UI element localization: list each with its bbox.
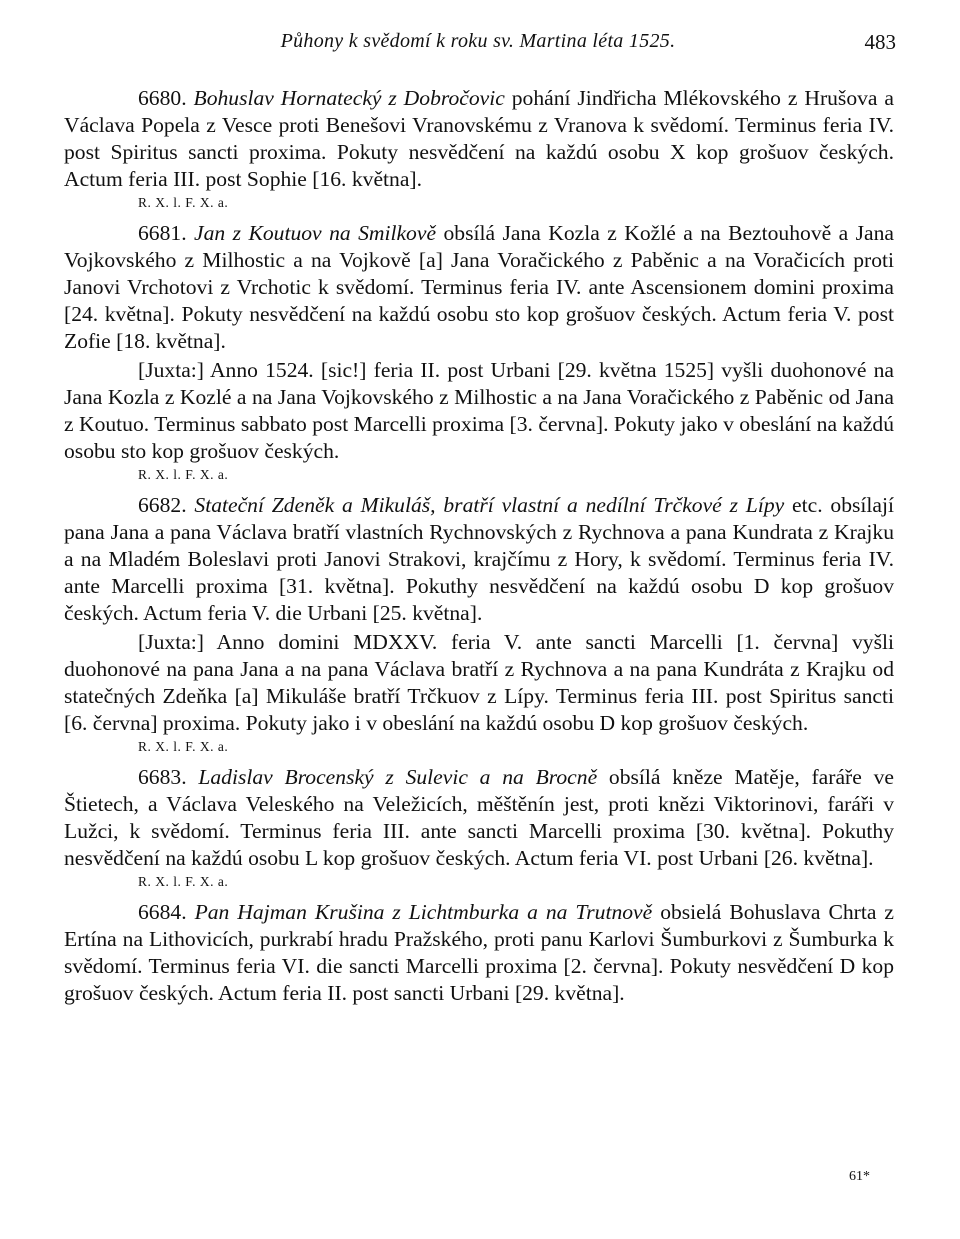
entry-6684 [64,899,894,1007]
entry-number: 6684. [138,900,187,924]
juxta-paragraph: [Juxta:] Anno 1524. [sic!] feria II. post Urbani [29. května 1525] vyšli duohonové na Jana Kozla z Kozlé a na Jana Vojkovského z Milhostic a na Jana Voračického z Paběnic od Jana z Koutuo. Terminus sabbato post Marcelli proxima [3. června]. Pokuty jako v obeslání na každú osobu sto kop grošuov českých. [64,358,894,463]
entry-person: Bohuslav Hornatecký z Dobročovic [193,86,505,110]
entry-person: Jan z Koutuov na Smilkově [194,221,437,245]
entry-text: etc. obsílají pana Jana a pana Václava bratří vlastních Rychnovských z Rychnova a pana Kundrata z Krajku a na Mladém Boleslavi proti Janovi Strakovi, krajčímu z Hory, k svědomí. Terminus feria IV. ante Marcelli proxima [31. května]. Pokuthy nesvědčení na každú osobu D kop grošuov českých. Actum feria V. die Urbani [25. května]. [64,493,894,625]
entry-paragraph [64,492,894,627]
entry-person: Ladislav Brocenský z Sulevic a na Brocně [198,765,598,789]
signature-mark: 61* [849,1169,870,1184]
juxta-paragraph: [Juxta:] Anno domini MDXXV. feria V. ante sancti Marcelli [1. června] vyšli duohonové na pana Jana a na pana Václava bratří z Rychnova a na pana Kundráta z Krajku od statečných Zdeňka [a] Mikuláše bratří Trčkuov z Lípy. Terminus feria III. post Spiritus sancti [6. června] proxima. Pokuty jako i v obeslání na každú osobu D kop grošuov českých. [64,630,894,735]
source-reference: R. X. l. F. X. a. [138,467,229,482]
entry-number: 6683. [138,765,187,789]
page-body [64,85,894,1009]
source-reference: R. X. l. F. X. a. [138,739,229,754]
entry-paragraph [64,85,894,193]
entry-paragraph [64,220,894,355]
entry-number: 6682. [138,493,187,517]
entry-text: obsielá Bohuslava Chrta z Ertína na Lithovicích, purkrabí hradu Pražského, proti panu Karlovi Šumburkovi z Šumburka k svědomí. Terminus feria VI. die sancti Marcelli proxima [2. června]. Pokuty nesvědčení D kop grošuov českých. Actum feria II. post sancti Urbani [29. května]. [64,900,894,1005]
entry-6680 [64,85,894,212]
entry-person: Stateční Zdeněk a Mikuláš, bratří vlastní a nedílní Trčkové z Lípy [194,493,785,517]
entry-text: pohání Jindřicha Mlékovského z Hrušova a Václava Popela z Vesce proti Benešovi Vranovskému z Vranova k svědomí. Terminus feria IV. post Spiritus sancti proxima. Pokuty nesvědčení na každú osobu X kop grošuov českých. Actum feria III. post Sophie [16. května]. [64,86,894,191]
entry-paragraph [64,764,894,872]
entry-text: obsílá Jana Kozla z Kožlé a na Beztouhově a Jana Vojkovského z Milhostic a na Vojkově [a] Jana Voračického z Paběnic a na Voračicích proti Janovi Vrchotovi z Vrchotic k svědomí. Terminus feria IV. ante Ascensionem domini proxima [24. května]. Pokuty nesvědčení na každú osobu sto kop grošuov českých. Actum feria V. post Zofie [18. května]. [64,221,895,353]
entry-person: Pan Hajman Krušina z Lichtmburka a na Trutnově [194,900,653,924]
entry-6682 [64,492,894,756]
source-reference: R. X. l. F. X. a. [138,195,229,210]
entry-6683 [64,764,894,891]
entry-number: 6680. [138,86,187,110]
entry-text: obsílá kněze Matěje, faráře ve Štietech, a Václava Veleského na Veležicích, měštěnín jest, proti knězi Viktorinovi, faráři v Lužci, k svědomí. Terminus feria III. ante sancti Marcelli proxima [30. května]. Pokuthy nesvědčení na každú osobu L kop grošuov českých. Actum feria VI. post Urbani [26. května]. [64,765,894,870]
entry-number: 6681. [138,221,187,245]
page-number: 483 [864,30,896,54]
running-title: Půhony k svědomí k roku sv. Martina léta 1525. [280,30,676,52]
entry-6681 [64,220,894,484]
entry-paragraph [64,899,894,1007]
source-reference: R. X. l. F. X. a. [138,874,229,889]
page-header [60,30,896,60]
